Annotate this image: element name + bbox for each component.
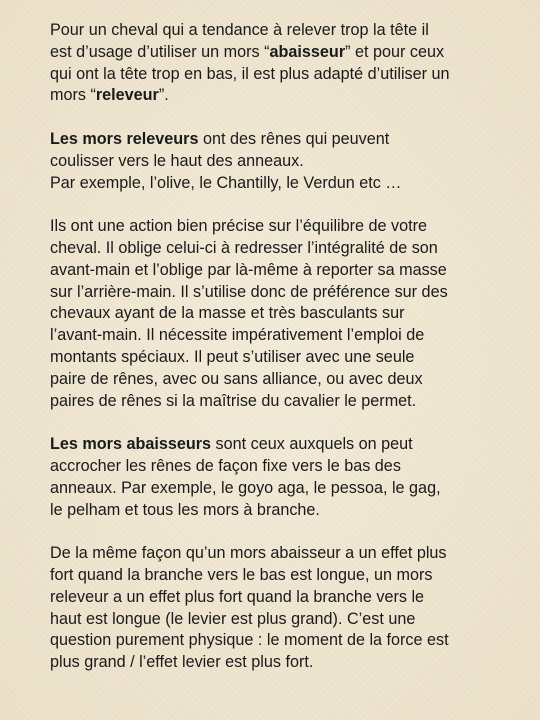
text-line (50, 260, 500, 282)
text-line (50, 42, 500, 64)
text-segment: question purement physique : le moment de la force est (50, 631, 449, 650)
text-segment: Ils ont une action bien précise sur l’équilibre de votre (50, 217, 428, 236)
text-segment: De la même façon qu’un mors abaisseur a un effet plus (50, 544, 447, 563)
text-line (50, 369, 500, 391)
text-line (50, 325, 500, 347)
text-segment: ont des rênes qui peuvent (198, 129, 390, 148)
text-segment: anneaux. Par exemple, le goyo aga, le pessoa, le gag, (50, 478, 441, 497)
text-segment: coulisser vers le haut des anneaux. (50, 151, 304, 170)
text-segment: mors “ (50, 86, 96, 105)
text-segment: cheval. Il oblige celui-ci à redresser l’intégralité de son (50, 238, 438, 257)
text-line (50, 347, 500, 369)
text-segment: sur l’arrière-main. Il s’utilise donc de préférence sur des (50, 282, 448, 301)
text-segment: ” et pour ceux (345, 42, 445, 61)
text-segment: Pour un cheval qui a tendance à relever trop la tête il (50, 21, 429, 39)
text-line (50, 652, 500, 674)
text-line (50, 500, 500, 522)
text-line (50, 434, 500, 456)
paragraph-4 (50, 434, 500, 521)
text-segment: fort quand la branche vers le bas est longue, un mors (50, 565, 433, 584)
paragraph-2 (50, 129, 500, 194)
text-segment: le pelham et tous les mors à branche. (50, 500, 320, 519)
text-segment: avant-main et l’oblige par là-même à reporter sa masse (50, 260, 447, 279)
text-line (50, 478, 500, 500)
text-line (50, 238, 500, 260)
text-segment: ”. (158, 86, 169, 105)
text-line (50, 129, 500, 151)
text-line (50, 216, 500, 238)
bold-text: Les mors releveurs (50, 129, 199, 148)
text-content (50, 20, 500, 696)
bold-text: Les mors abaisseurs (50, 435, 212, 454)
text-segment: plus grand / l’effet levier est plus fort. (50, 653, 314, 672)
bold-text: releveur (95, 86, 159, 105)
text-segment: paire de rênes, avec ou sans alliance, ou avec deux (50, 369, 423, 388)
text-segment: montants spéciaux. Il peut s’utiliser avec une seule (50, 347, 415, 366)
text-line (50, 303, 500, 325)
text-segment: est d’usage d’utiliser un mors “ (50, 42, 270, 61)
text-segment: paires de rênes si la maîtrise du cavalier le permet. (50, 391, 417, 410)
text-line (50, 565, 500, 587)
text-segment: Par exemple, l’olive, le Chantilly, le Verdun etc … (50, 173, 402, 192)
paragraph-1 (50, 20, 500, 107)
text-line (50, 391, 500, 413)
paragraph-3 (50, 216, 500, 412)
text-segment: haut est longue (le levier est plus grand). C’est une (50, 609, 416, 628)
paragraph-5 (50, 543, 500, 674)
text-line (50, 282, 500, 304)
text-line (50, 630, 500, 652)
text-line (50, 173, 500, 195)
text-segment: l’avant-main. Il nécessite impérativement l’emploi de (50, 326, 425, 345)
bold-text: abaisseur (269, 42, 346, 61)
text-segment: releveur a un effet plus fort quand la branche vers le (50, 587, 425, 606)
text-line (50, 609, 500, 631)
text-line (50, 543, 500, 565)
text-segment: sont ceux auxquels on peut (211, 435, 413, 454)
text-line (50, 85, 500, 107)
text-line (50, 151, 500, 173)
text-segment: qui ont la tête trop en bas, il est plus adapté d’utiliser un (50, 64, 450, 83)
text-line (50, 456, 500, 478)
text-segment: accrocher les rênes de façon fixe vers le bas des (50, 456, 401, 475)
text-line (50, 587, 500, 609)
text-line (50, 64, 500, 86)
text-line (50, 20, 500, 42)
text-segment: chevaux ayant de la masse et très basculants sur (50, 304, 405, 323)
